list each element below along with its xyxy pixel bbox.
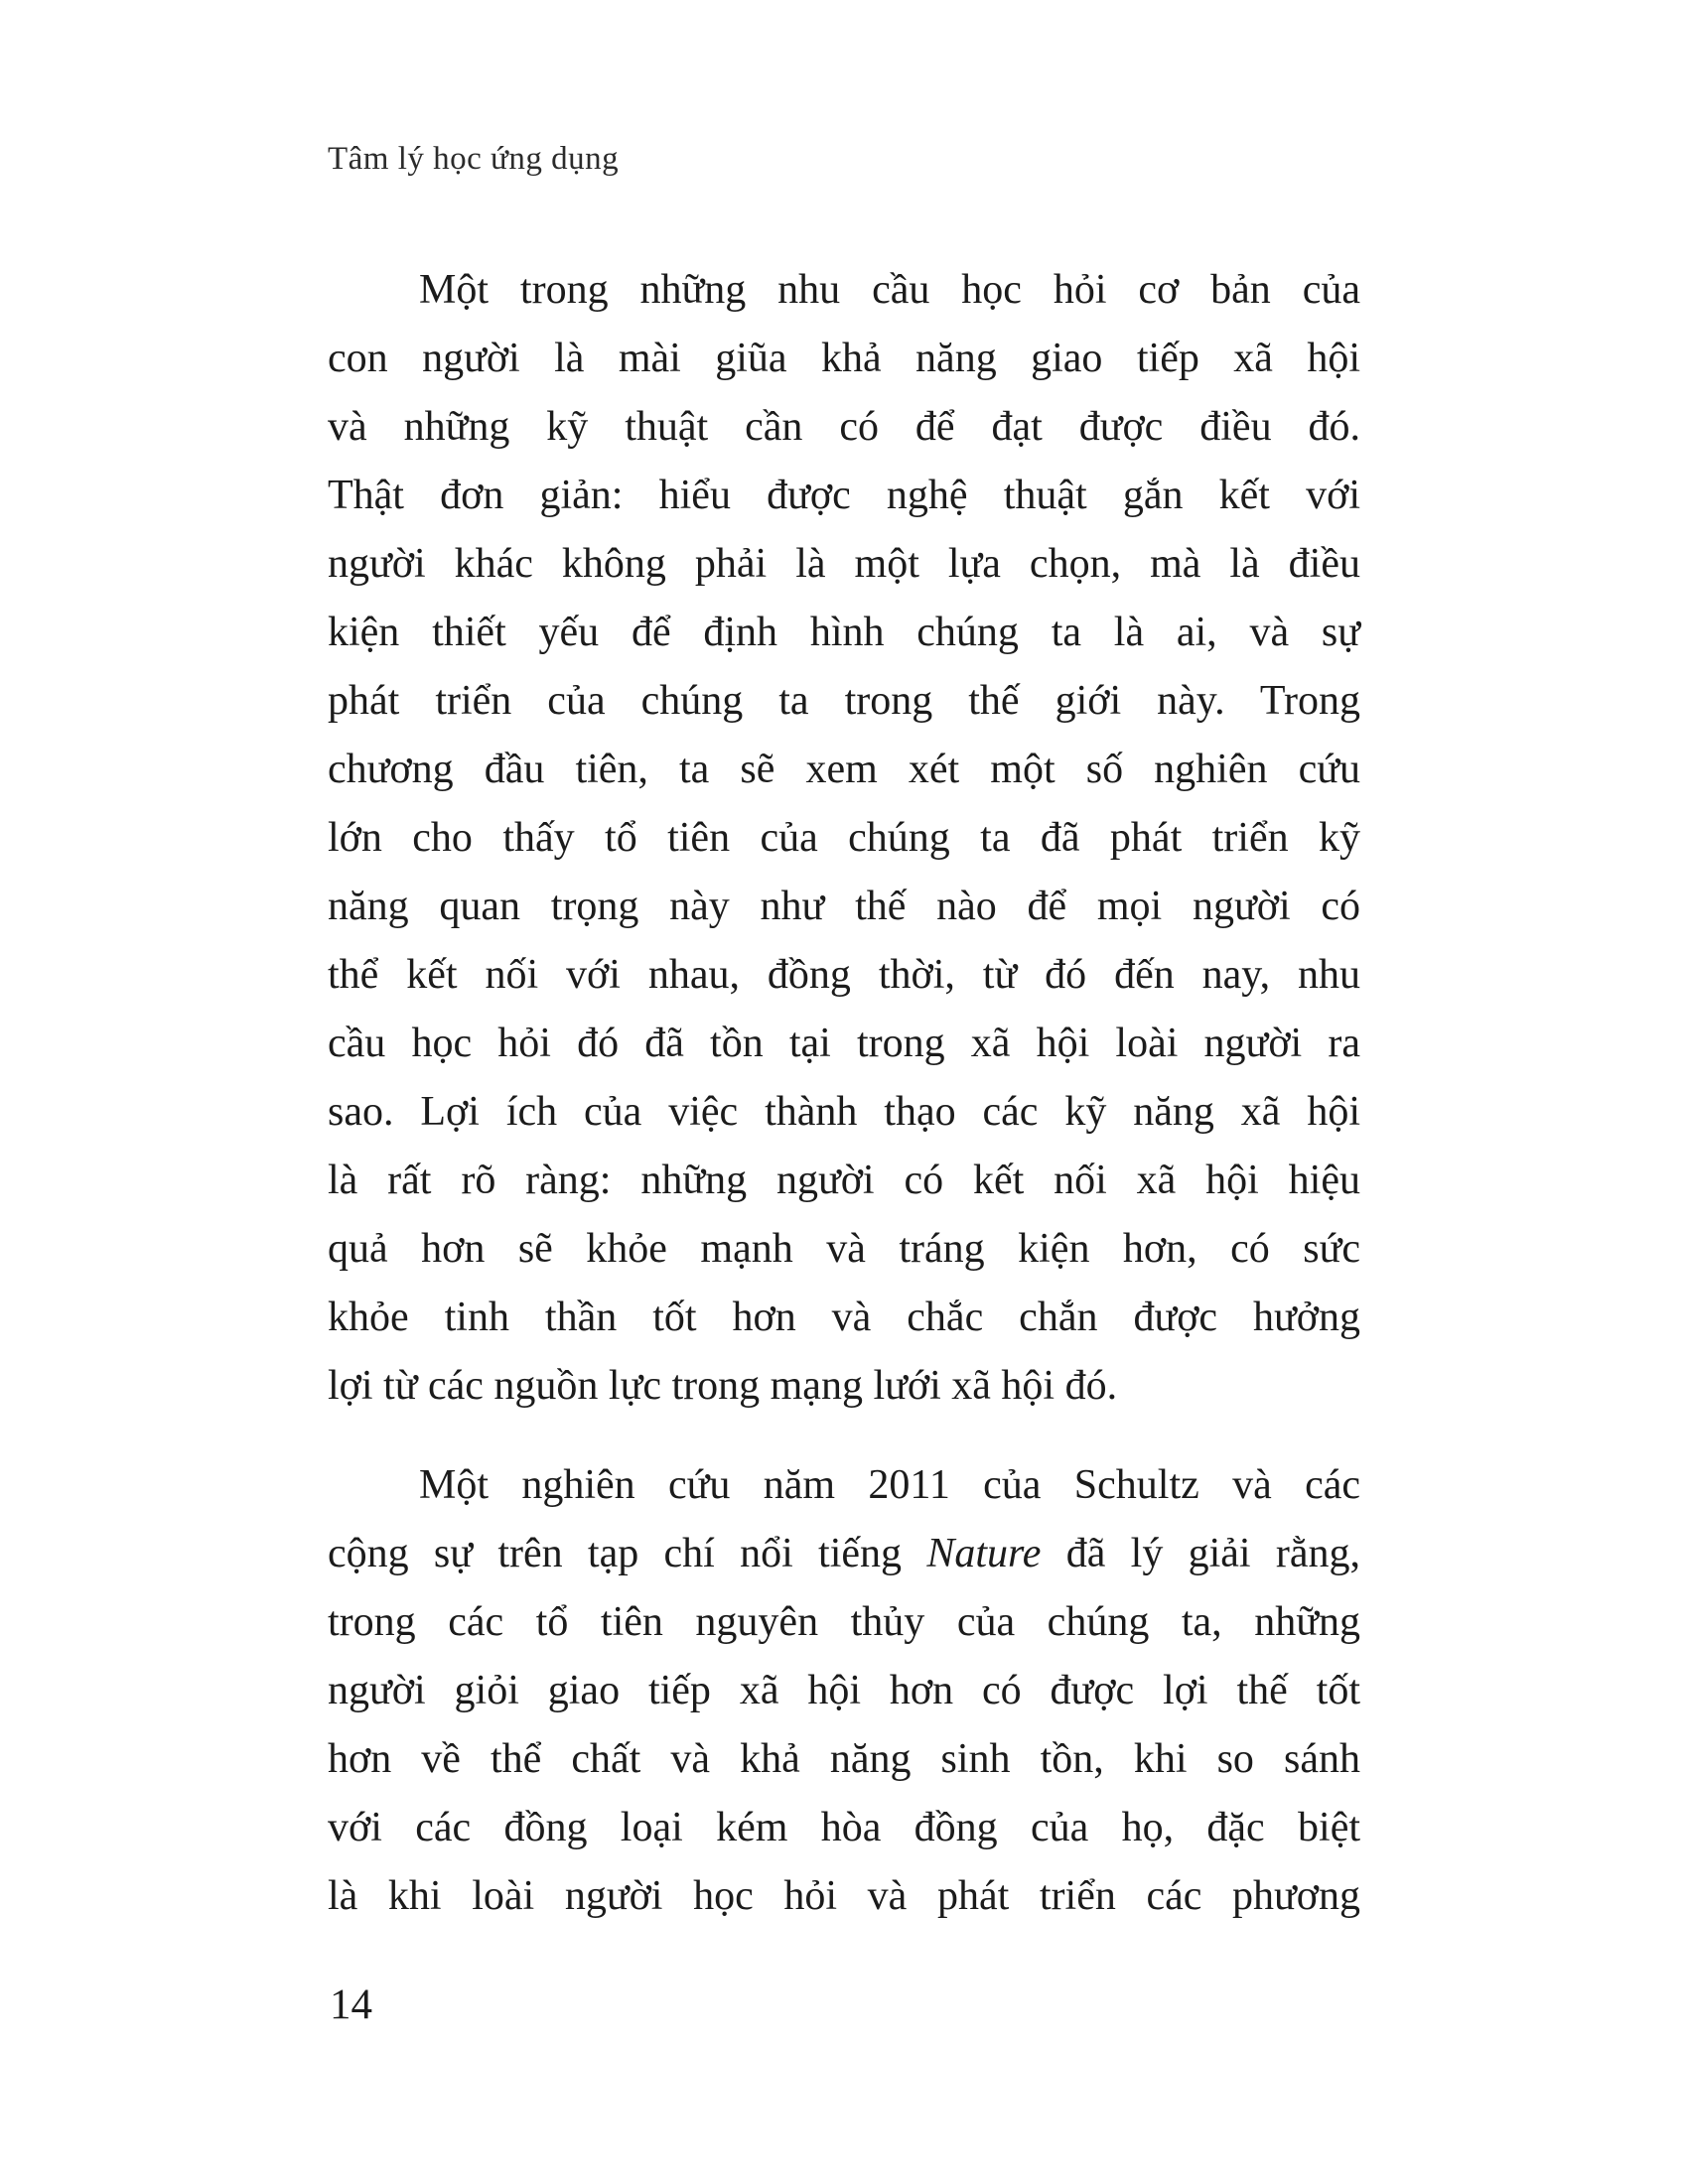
paragraph-2 [328, 1451, 1360, 1931]
text-line: người khác không phải là một lựa chọn, mà là điều [328, 541, 1360, 587]
text-line: là rất rõ ràng: những người có kết nối xã hội hiệu [328, 1158, 1360, 1203]
text-line: người giỏi giao tiếp xã hội hơn có được lợi thế tốt [328, 1668, 1360, 1713]
text-line: khỏe tinh thần tốt hơn và chắc chắn được hưởng [328, 1295, 1360, 1340]
text-line: Thật đơn giản: hiểu được nghệ thuật gắn kết với [328, 473, 1360, 518]
text-line: quả hơn sẽ khỏe mạnh và tráng kiện hơn, có sức [328, 1226, 1360, 1272]
text-line: thể kết nối với nhau, đồng thời, từ đó đến nay, nhu [328, 952, 1360, 998]
text-segment: đã lý giải rằng, [1041, 1531, 1360, 1576]
text-line: trong các tổ tiên nguyên thủy của chúng ta, những [328, 1599, 1360, 1645]
text-line: với các đồng loại kém hòa đồng của họ, đặc biệt [328, 1805, 1360, 1850]
text-line: sao. Lợi ích của việc thành thạo các kỹ năng xã hội [328, 1089, 1360, 1135]
text-line: năng quan trọng này như thế nào để mọi người có [328, 884, 1360, 929]
text-line: chương đầu tiên, ta sẽ xem xét một số nghiên cứu [328, 747, 1360, 792]
text-line: là khi loài người học hỏi và phát triển các phương [328, 1873, 1360, 1919]
text-line: hơn về thể chất và khả năng sinh tồn, khi so sánh [328, 1736, 1360, 1782]
text-line: kiện thiết yếu để định hình chúng ta là ai, và sự [328, 610, 1360, 655]
text-line: Một trong những nhu cầu học hỏi cơ bản của [419, 267, 1360, 313]
page-number: 14 [330, 1981, 372, 2028]
text-line: lợi từ các nguồn lực trong mạng lưới xã hội đó. [328, 1363, 1118, 1409]
paragraph-1 [328, 256, 1360, 1421]
text-line: phát triển của chúng ta trong thế giới này. Trong [328, 678, 1360, 724]
text-line: và những kỹ thuật cần có để đạt được điều đó. [328, 404, 1360, 450]
text-line [328, 1520, 1360, 1588]
body-text [328, 256, 1360, 1931]
text-line: cầu học hỏi đó đã tồn tại trong xã hội loài người ra [328, 1021, 1360, 1066]
text-segment: cộng sự trên tạp chí nổi tiếng [328, 1531, 927, 1576]
text-line: lớn cho thấy tổ tiên của chúng ta đã phát triển kỹ [328, 815, 1360, 861]
journal-name-italic: Nature [926, 1531, 1042, 1576]
running-header: Tâm lý học ứng dụng [328, 141, 620, 177]
text-line: Một nghiên cứu năm 2011 của Schultz và các [419, 1462, 1360, 1508]
text-line: con người là mài giũa khả năng giao tiếp xã hội [328, 336, 1360, 381]
